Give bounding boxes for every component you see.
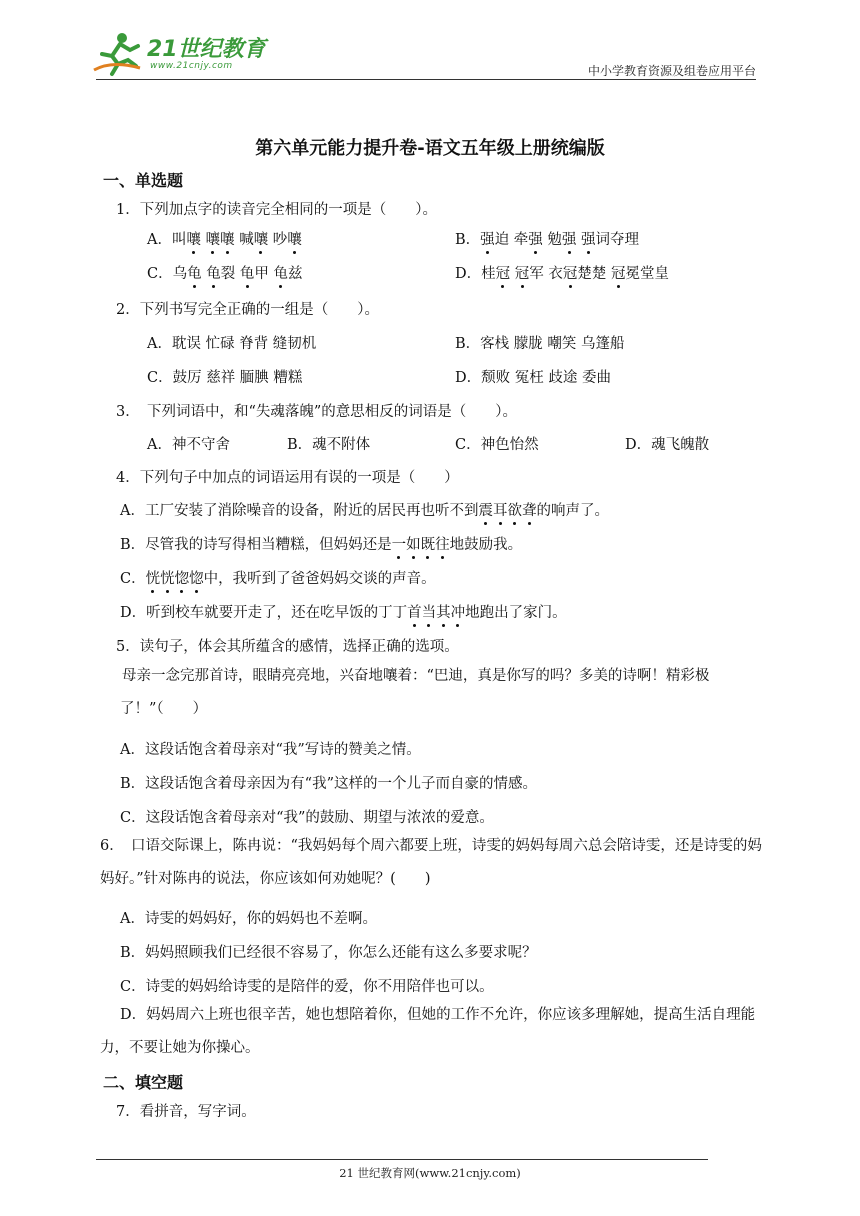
- question-3-stem: 3． 下列词语中，和“失魂落魄”的意思相反的词语是（ ）。: [116, 404, 518, 420]
- question-6-option-a: A．诗雯的妈妈好，你的妈妈也不差啊。: [120, 911, 377, 927]
- question-4-option-a: A．工厂安装了消除噪音的设备，附近的居民再也听不到震耳欲聋的响声了。: [120, 499, 609, 520]
- question-5-option-c: C．这段话饱含着母亲对“我”的鼓励、期望与浓浓的爱意。: [120, 810, 494, 826]
- question-1-option-a: A．叫嚷 嚷嚷 喊嚷 吵嚷: [147, 228, 302, 249]
- question-2-option-d: D．颓败 冤枉 歧途 委曲: [455, 370, 611, 386]
- question-5-option-a: A．这段话饱含着母亲对“我”写诗的赞美之情。: [120, 742, 421, 758]
- page-title: 第六单元能力提升卷-语文五年级上册统编版: [255, 138, 605, 159]
- question-3-option-d: D．魂飞魄散: [625, 437, 710, 453]
- question-4-option-c: C．恍恍惚惚中，我听到了爸爸妈妈交谈的声音。: [120, 567, 436, 588]
- question-1-option-d: D．桂冠 冠军 衣冠楚楚 冠冕堂皇: [455, 262, 669, 283]
- question-5-option-b: B．这段话饱含着母亲因为有“我”这样的一个儿子而自豪的情感。: [120, 776, 537, 792]
- question-2-option-b: B．客栈 朦胧 嘲笑 乌篷船: [455, 336, 625, 352]
- logo-url: www.21cnjy.com: [150, 61, 233, 71]
- question-1-option-b: B．强迫 牵强 勉强 强词夺理: [455, 228, 639, 249]
- question-6-option-d: D．妈妈周六上班也很辛苦，她也想陪着你，但她的工作不允许，你应该多理解她，提高生活自理能力，不要让她为你操心。: [100, 1007, 756, 1056]
- logo: [92, 30, 266, 80]
- question-1-stem: 1．下列加点字的读音完全相同的一项是（ ）。: [116, 202, 437, 218]
- header-platform-text: 中小学教育资源及组卷应用平台: [587, 64, 756, 78]
- logo-text: 21世纪教育: [147, 37, 266, 62]
- footer-divider: [96, 1159, 708, 1160]
- question-6-stem: 6． 口语交际课上，陈冉说：“我妈妈每个周六都要上班，诗雯的妈妈每周六总会陪诗雯，还是诗雯的妈妈好。”针对陈冉的说法，你应该如何劝她呢？( ): [100, 838, 762, 887]
- question-2-stem: 2．下列书写完全正确的一组是（ ）。: [116, 302, 379, 318]
- section-heading-fill-blank: 二、填空题: [103, 1073, 184, 1092]
- question-5-stem: 5．读句子，体会其所蕴含的感情，选择正确的选项。: [116, 639, 459, 655]
- question-6-option-b: B．妈妈照顾我们已经很不容易了，你怎么还能有这么多要求呢？: [120, 945, 537, 961]
- question-7-stem: 7．看拼音，写字词。: [116, 1104, 256, 1120]
- question-3-option-c: C．神色怡然: [455, 437, 539, 453]
- footer-text: 21 世纪教育网(www.21cnjy.com): [339, 1166, 521, 1180]
- header-divider: [96, 79, 756, 80]
- question-1-option-c: C．乌龟 龟裂 龟甲 龟兹: [147, 262, 302, 283]
- question-5-passage: 母亲一念完那首诗，眼睛亮亮地，兴奋地嚷着：“巴迪，真是你写的吗？多美的诗啊！精彩极了！”（ ）: [120, 668, 710, 717]
- question-3-option-b: B．魂不附体: [287, 437, 371, 453]
- question-4-option-d: D．听到校车就要开走了，还在吃早饭的丁丁首当其冲地跑出了家门。: [120, 601, 567, 622]
- question-4-option-b: B．尽管我的诗写得相当糟糕，但妈妈还是一如既往地鼓励我。: [120, 533, 522, 554]
- runner-icon: [92, 30, 144, 78]
- question-6-option-c: C．诗雯的妈妈给诗雯的是陪伴的爱，你不用陪伴也可以。: [120, 979, 494, 995]
- question-4-stem: 4．下列句子中加点的词语运用有误的一项是（ ）: [116, 470, 459, 486]
- question-2-option-c: C．鼓厉 慈祥 腼腆 糟糕: [147, 370, 303, 386]
- question-2-option-a: A．耽误 忙碌 脊背 缝韧机: [147, 336, 317, 352]
- section-heading-single-choice: 一、单选题: [103, 171, 184, 190]
- question-3-option-a: A．神不守舍: [147, 437, 230, 453]
